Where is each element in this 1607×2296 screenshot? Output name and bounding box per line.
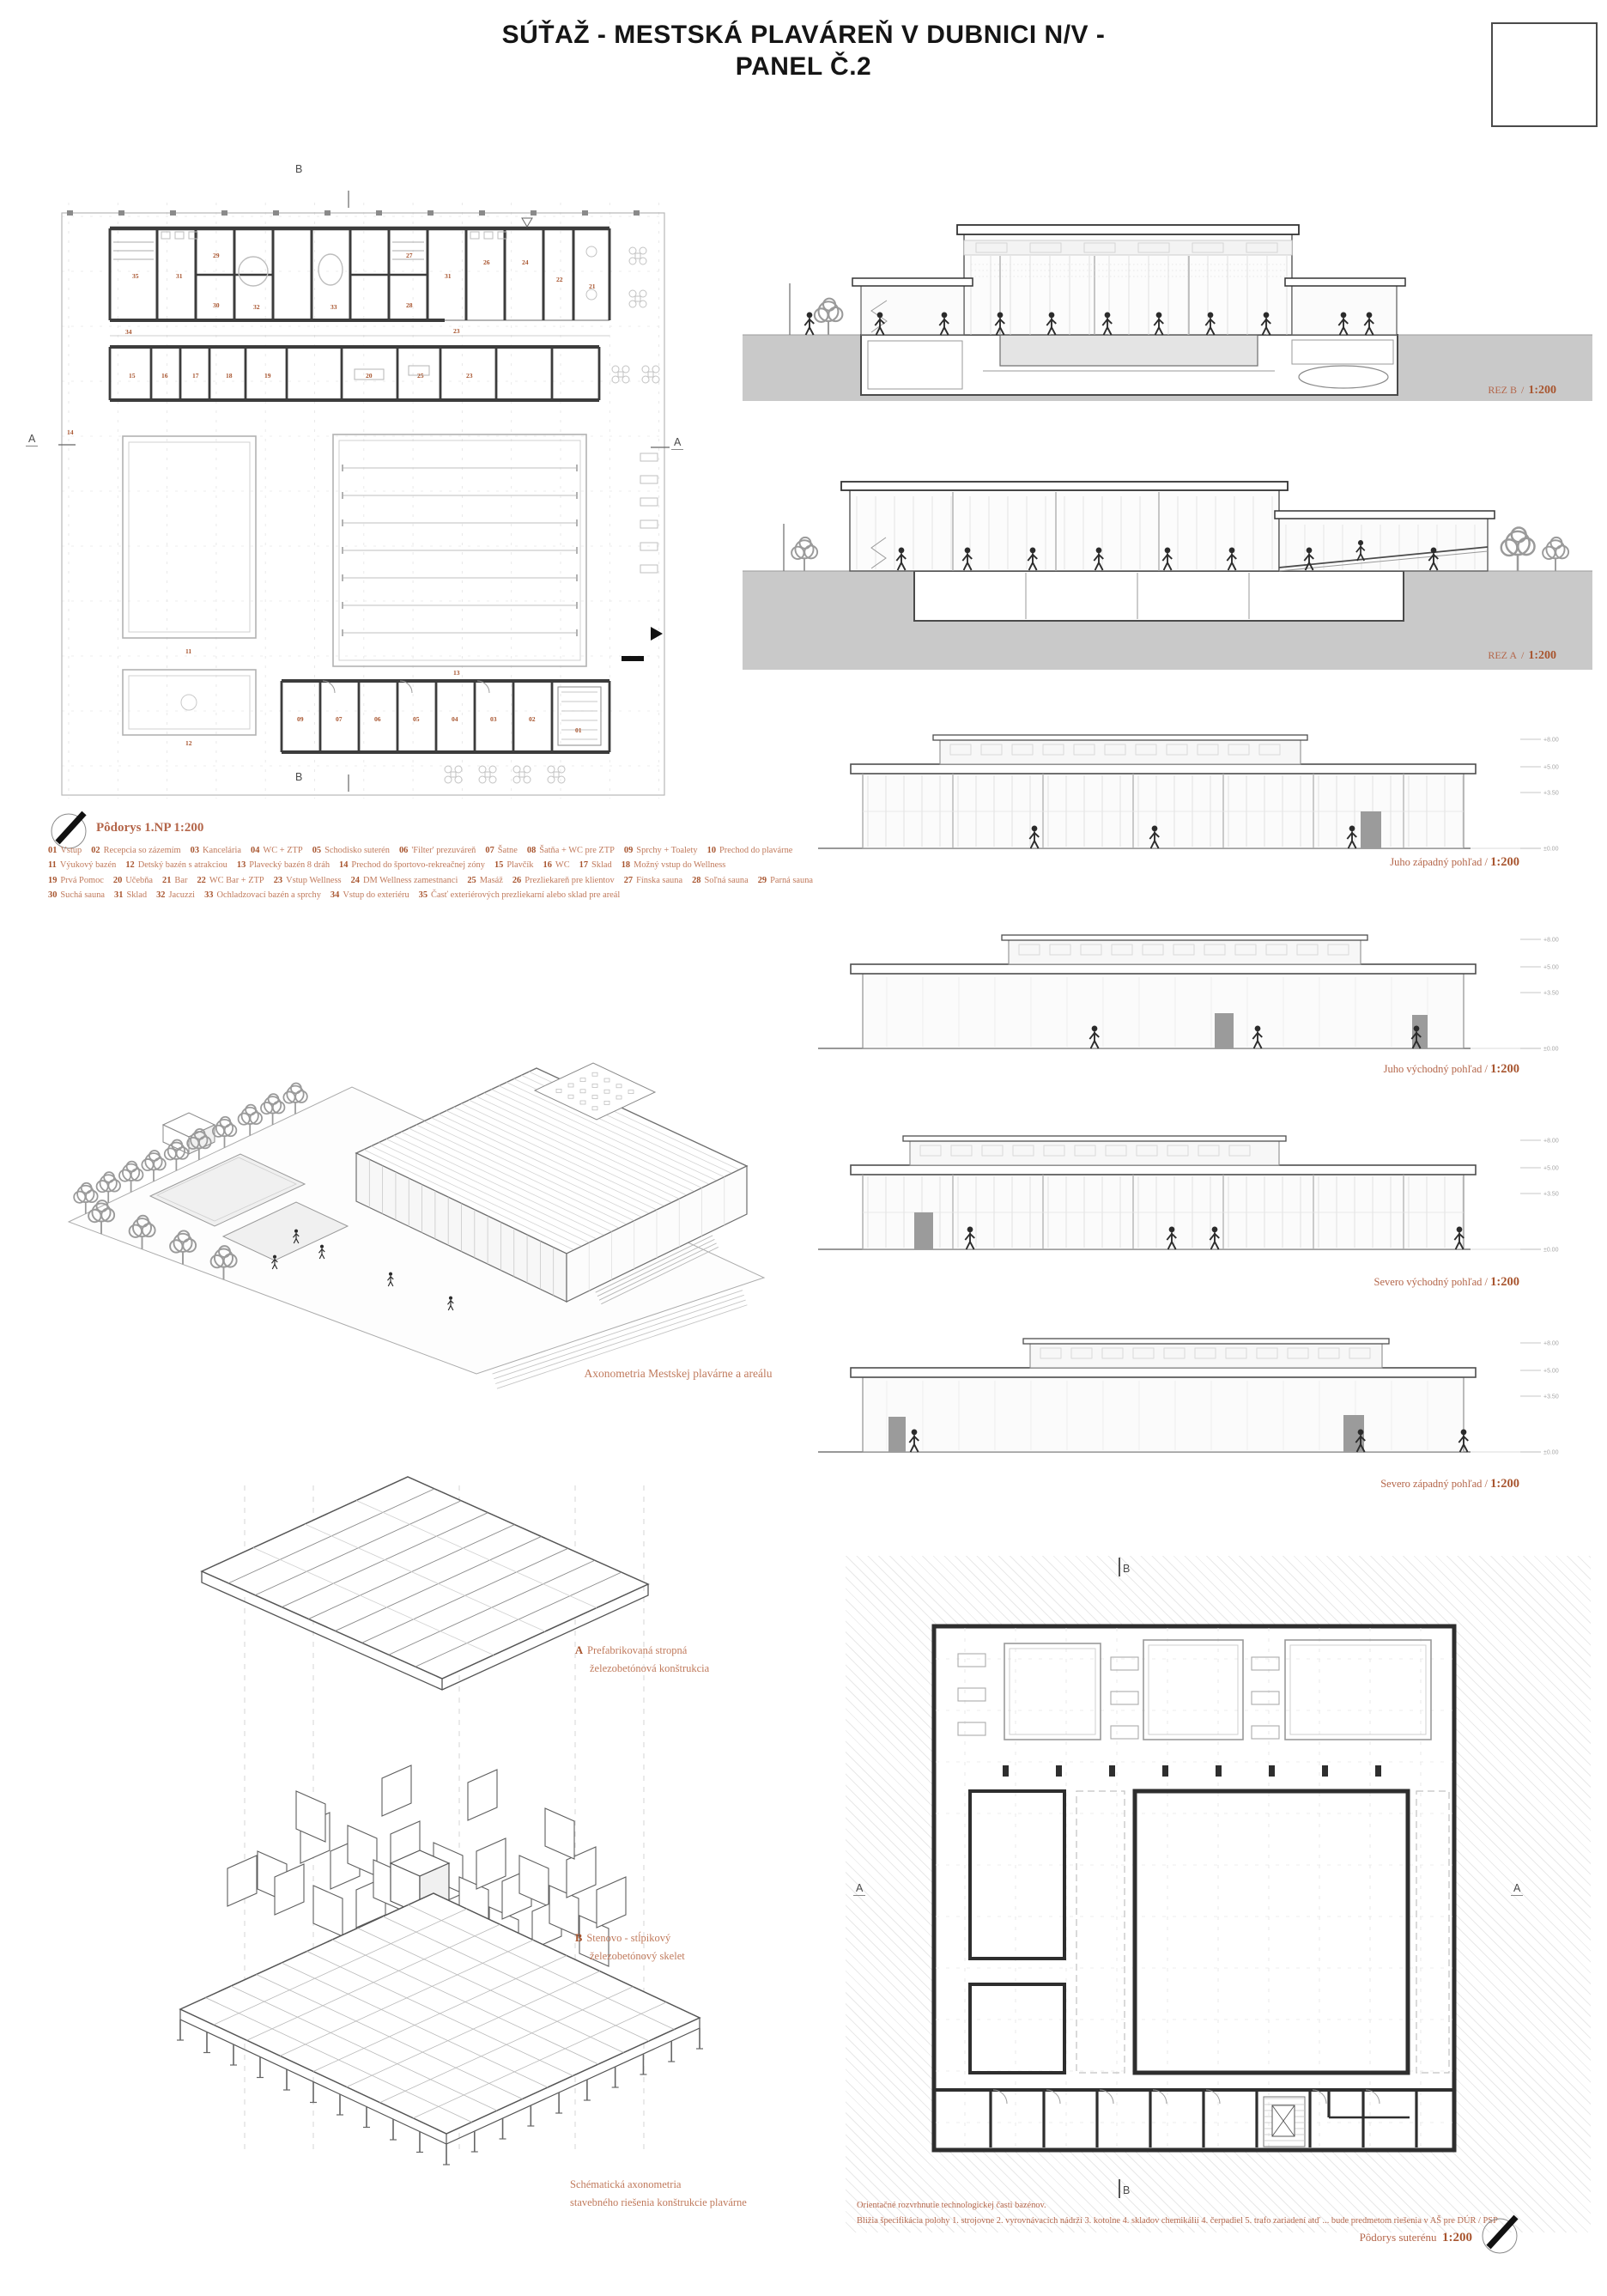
basement-caption: Pôdorys suterénu 1:200 xyxy=(1359,2231,1472,2244)
basement-plan-drawing xyxy=(929,1619,1461,2156)
svg-text:35: 35 xyxy=(132,272,139,280)
svg-text:12: 12 xyxy=(185,739,192,747)
section-rez-a-drawing xyxy=(743,442,1592,670)
svg-text:34: 34 xyxy=(125,328,132,336)
svg-text:33: 33 xyxy=(330,303,337,311)
basement-mark-b-top: B xyxy=(1123,1563,1131,1575)
basement-mark-a-left: A xyxy=(853,1882,865,1896)
north-arrow-icon xyxy=(1478,2210,1525,2257)
svg-text:06: 06 xyxy=(374,715,381,723)
axonometry-caption: Axonometria Mestskej plavárne a areálu xyxy=(584,1367,773,1380)
svg-text:20: 20 xyxy=(366,372,373,380)
elevation-southeast-drawing xyxy=(811,926,1588,1054)
svg-text:+5.00: +5.00 xyxy=(1543,964,1559,971)
structure-label-a: A Prefabrikovaná stropná železobetónová konštrukcia xyxy=(575,1644,710,1674)
section-mark-b-top: B xyxy=(295,163,303,175)
svg-text:18: 18 xyxy=(226,372,233,380)
floor-plan-1np-drawing xyxy=(50,179,676,805)
section-rez-b-drawing xyxy=(743,199,1592,401)
section-mark-a-left: A xyxy=(26,433,38,446)
site-axonometry-drawing xyxy=(21,986,824,1376)
section-line-b-bottom xyxy=(1119,2179,1120,2198)
elevation-northwest-caption: Severo západný pohľad / 1:200 xyxy=(1380,1477,1519,1491)
panel-title-line2: PANEL Č.2 xyxy=(735,52,872,81)
basement-mark-b-bottom: B xyxy=(1123,2184,1131,2196)
svg-text:+5.00: +5.00 xyxy=(1543,764,1559,771)
basement-note-line2: Bližia špecifikácia polohy 1. strojovne 2. vyrovnávacích nádrží 3. kotolne 4. skladov chemikálií 4. čerpadiel 5. trafo zariadení atď ... bude predmetom riešenia v AŠ pre DÚR / PSP xyxy=(857,2216,1498,2226)
section-a-label: REZ A / 1:200 xyxy=(1488,649,1556,662)
section-mark-b-bottom: B xyxy=(295,771,303,783)
structure-axo-caption: Schématická axonometria stavebného riešenia konštrukcie plavárne xyxy=(570,2178,747,2208)
svg-text:19: 19 xyxy=(264,372,271,380)
basement-mark-a-right: A xyxy=(1511,1882,1523,1896)
svg-text:+5.00: +5.00 xyxy=(1543,1368,1559,1375)
svg-text:27: 27 xyxy=(406,252,413,259)
svg-text:+3.50: +3.50 xyxy=(1543,790,1559,797)
svg-text:11: 11 xyxy=(185,647,192,655)
svg-text:07: 07 xyxy=(336,715,343,723)
svg-text:26: 26 xyxy=(483,258,490,266)
svg-text:+8.00: +8.00 xyxy=(1543,1340,1559,1347)
svg-text:15: 15 xyxy=(129,372,136,380)
elevation-southwest-drawing xyxy=(811,726,1588,854)
svg-text:13: 13 xyxy=(453,669,460,677)
svg-text:±0.00: ±0.00 xyxy=(1543,1046,1559,1053)
legend-row: 19 Prvá Pomoc 20 Učebňa 21 Bar 22 WC Bar + ZTP 23 Vstup Wellness 24 DM Wellness zamestnanci 25 Masáž 26 Prezliekareň pre klientov 27 Fínska sauna 28 Soľná sauna 29 Parná sauna xyxy=(48,875,814,885)
elevation-northwest-drawing xyxy=(811,1329,1588,1458)
svg-text:03: 03 xyxy=(490,715,497,723)
svg-text:+3.50: +3.50 xyxy=(1543,990,1559,997)
svg-text:29: 29 xyxy=(213,252,220,259)
plan-1np-caption: Pôdorys 1.NP 1:200 xyxy=(96,821,204,835)
basement-note-line1: Orientačné rozvrhnutie technologickej časti bazénov. xyxy=(857,2201,1046,2210)
svg-text:23: 23 xyxy=(466,372,473,380)
elevation-southeast-caption: Juho východný pohľad / 1:200 xyxy=(1383,1062,1519,1076)
panel-title xyxy=(0,19,1607,82)
svg-text:28: 28 xyxy=(406,301,413,309)
svg-text:05: 05 xyxy=(413,715,420,723)
svg-text:25: 25 xyxy=(417,372,424,380)
elevation-northeast-drawing xyxy=(811,1127,1588,1255)
structure-label-b: B Stenovo - stĺpikový železobetónový skelet xyxy=(575,1932,685,1962)
svg-text:+8.00: +8.00 xyxy=(1543,1138,1559,1145)
svg-text:09: 09 xyxy=(297,715,304,723)
svg-text:16: 16 xyxy=(161,372,168,380)
svg-text:+8.00: +8.00 xyxy=(1543,937,1559,944)
elevation-northeast-caption: Severo východný pohľad / 1:200 xyxy=(1374,1275,1519,1289)
elevation-southwest-caption: Juho západný pohľad / 1:200 xyxy=(1390,855,1519,869)
legend-row: 01 Vstup 02 Recepcia so zázemím 03 Kancelária 04 WC + ZTP 05 Schodisko suterén 06 'Filter' prezuváreň 07 Šatne 08 Šatňa + WC pre ZTP 09 Sprchy + Toalety 10 Prechod do plavárne xyxy=(48,846,793,855)
svg-text:±0.00: ±0.00 xyxy=(1543,1247,1559,1254)
section-line-b-top xyxy=(1119,1558,1120,1576)
svg-text:01: 01 xyxy=(575,726,582,734)
legend-row: 30 Suchá sauna 31 Sklad 32 Jacuzzi 33 Ochladzovací bazén a sprchy 34 Vstup do exteriéru 35 Časť exteriérových prezliekarní alebo sklad pre areál xyxy=(48,890,621,901)
svg-text:31: 31 xyxy=(445,272,452,280)
svg-text:+5.00: +5.00 xyxy=(1543,1165,1559,1172)
svg-text:04: 04 xyxy=(452,715,458,723)
section-b-label: REZ B / 1:200 xyxy=(1488,384,1556,397)
structure-exploded-axonometry-drawing xyxy=(99,1460,768,2172)
svg-text:+3.50: +3.50 xyxy=(1543,1394,1559,1400)
svg-text:21: 21 xyxy=(589,282,596,290)
section-mark-a-right: A xyxy=(671,436,683,450)
svg-text:±0.00: ±0.00 xyxy=(1543,1449,1559,1456)
svg-text:30: 30 xyxy=(213,301,220,309)
svg-text:14: 14 xyxy=(67,428,74,436)
svg-text:24: 24 xyxy=(522,258,529,266)
svg-text:32: 32 xyxy=(253,303,260,311)
svg-text:17: 17 xyxy=(192,372,199,380)
panel-number-box xyxy=(1491,22,1598,127)
legend-row: 11 Výukový bazén 12 Detský bazén s atrakciou 13 Plavecký bazén 8 dráh 14 Prechod do športovo-rekreačnej zóny 15 Plavčík 16 WC 17 Sklad 18 Možný vstup do Wellness xyxy=(48,860,726,871)
panel-title-line1: SÚŤAŽ - MESTSKÁ PLAVÁREŇ V DUBNICI N/V - xyxy=(501,21,1106,49)
plan-legend xyxy=(48,843,829,903)
svg-text:23: 23 xyxy=(453,327,460,335)
svg-text:02: 02 xyxy=(529,715,536,723)
svg-text:22: 22 xyxy=(556,276,563,283)
svg-text:+3.50: +3.50 xyxy=(1543,1191,1559,1198)
svg-text:+8.00: +8.00 xyxy=(1543,737,1559,744)
svg-text:±0.00: ±0.00 xyxy=(1543,846,1559,853)
svg-text:31: 31 xyxy=(176,272,183,280)
